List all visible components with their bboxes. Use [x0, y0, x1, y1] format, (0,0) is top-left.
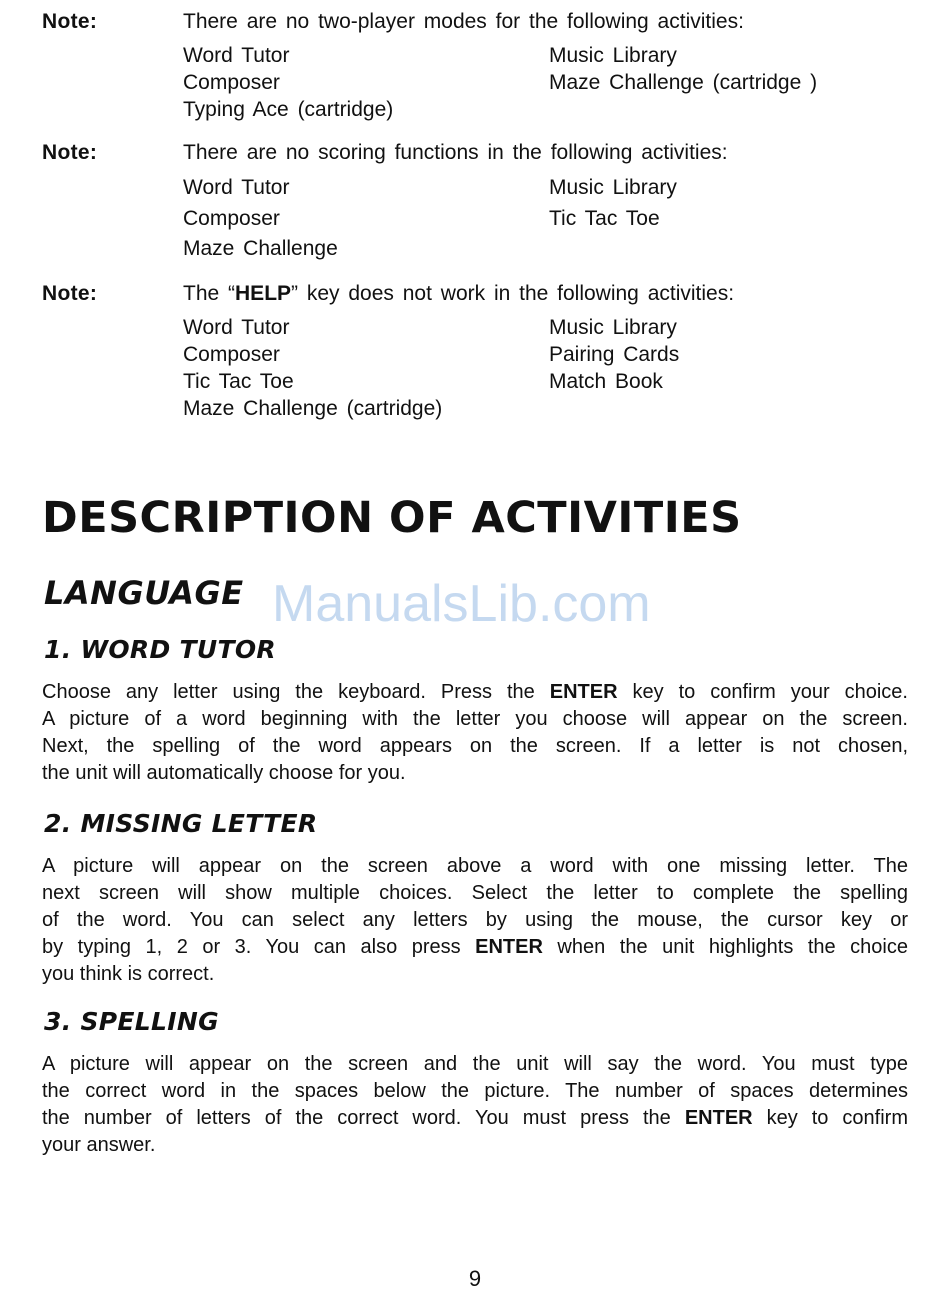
activity-title-word-tutor: 1. WORD TUTOR [44, 635, 276, 664]
paragraph-line: the unit will automatically choose for you. [42, 762, 406, 784]
list-item: Composer [183, 343, 280, 366]
list-item: Typing Ace (cartridge) [183, 98, 394, 121]
paragraph-line: Next, the spelling of the word appears on the screen. If a letter is not chosen, [42, 735, 908, 757]
list-item: Maze Challenge [183, 237, 338, 260]
paragraph-line: Choose any letter using the keyboard. Press the ENTER key to confirm your choice. [42, 681, 908, 703]
watermark: ManualsLib.com [272, 575, 651, 633]
list-item: Tic Tac Toe [183, 370, 294, 393]
list-item: Word Tutor [183, 44, 290, 67]
paragraph-line: the correct word in the spaces below the picture. The number of spaces determines [42, 1080, 908, 1102]
paragraph-line: A picture will appear on the screen and the unit will say the word. You must type [42, 1053, 908, 1075]
activity-description-missing-letter [42, 853, 908, 988]
list-item: Word Tutor [183, 316, 290, 339]
paragraph-line: by typing 1, 2 or 3. You can also press ENTER when the unit highlights the choice [42, 936, 908, 958]
note-label: Note: [42, 282, 98, 305]
paragraph-line: next screen will show multiple choices. Select the letter to complete the spelling [42, 882, 908, 904]
list-item: Match Book [549, 370, 663, 393]
list-item: Music Library [549, 44, 677, 67]
note-intro: The “HELP” key does not work in the following activities: [183, 282, 735, 305]
activity-title-spelling: 3. SPELLING [44, 1007, 219, 1036]
list-item: Music Library [549, 176, 677, 199]
list-item: Composer [183, 71, 280, 94]
paragraph-line: the number of letters of the correct word. You must press the ENTER key to confirm [42, 1107, 909, 1129]
note-label: Note: [42, 10, 98, 33]
list-item: Composer [183, 207, 280, 230]
activity-description-spelling [42, 1051, 908, 1159]
note-label: Note: [42, 141, 98, 164]
paragraph-line: A picture will appear on the screen above a word with one missing letter. The [42, 855, 908, 877]
paragraph-line: you think is correct. [42, 963, 215, 985]
note-intro: There are no scoring functions in the following activities: [183, 141, 728, 164]
section-title: LANGUAGE [44, 574, 244, 612]
page-title: DESCRIPTION OF ACTIVITIES [42, 493, 742, 543]
list-item: Music Library [549, 316, 677, 339]
activity-description-word-tutor [42, 679, 908, 787]
list-item: Maze Challenge (cartridge ) [549, 71, 818, 94]
page-number: 9 [468, 1266, 482, 1291]
paragraph-line: A picture of a word beginning with the letter you choose will appear on the screen. [42, 708, 908, 730]
paragraph-line: of the word. You can select any letters by using the mouse, the cursor key or [42, 909, 908, 931]
list-item: Pairing Cards [549, 343, 680, 366]
list-item: Maze Challenge (cartridge) [183, 397, 443, 420]
paragraph-line: your answer. [42, 1134, 156, 1156]
list-item: Tic Tac Toe [549, 207, 660, 230]
note-intro: There are no two-player modes for the following activities: [183, 10, 744, 33]
activity-title-missing-letter: 2. MISSING LETTER [44, 809, 318, 838]
list-item: Word Tutor [183, 176, 290, 199]
